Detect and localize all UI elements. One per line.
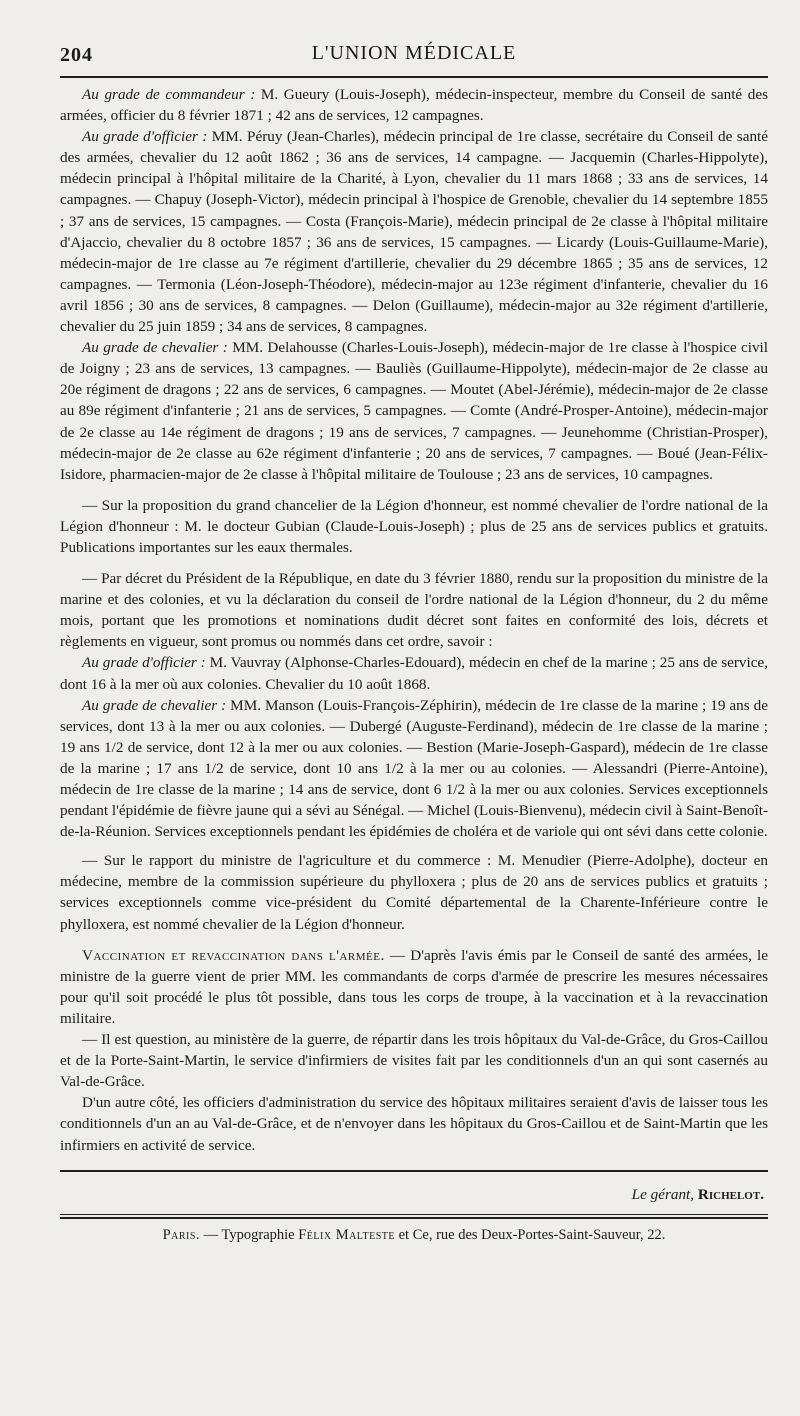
imprint-address: et Ce, rue des Deux-Portes-Saint-Sauveur, 22. [395,1226,666,1243]
paragraph-text: M. Vauvray (Alphonse-Charles-Edouard), médecin en chef de la marine ; 25 ans de service, dont 16 à la mer où aux colonies. Chevalier du 10 août 1868. [60,654,769,693]
printer-imprint [60,1227,768,1244]
signature [60,1186,768,1204]
paragraph-lead: Au grade d'officier : [82,128,208,146]
paragraph-chevalier [60,337,768,485]
paragraph-gubian [60,495,768,558]
page-number: 204 [60,44,93,66]
imprint-city: Paris. [162,1226,201,1243]
paragraph-decret [60,568,768,652]
paragraph-text: MM. Delahousse (Charles-Louis-Joseph), médecin-major de 1re classe à l'hospice civil de Joigny ; 23 ans de services, 13 campagnes. — Bauliès (Guillaume-Hippolyte), médecin-major de 2e classe au 20e régiment de dragons ; 22 ans de services, 6 campagnes. — Moutet (Abel-Jérémie), médecin-major de 2e classe au 89e régiment d'infanterie ; 21 ans de services, 5 campagnes. — Comte (André-Prosper-Antoine), médecin-major de 2e classe au 14e régiment de dragons ; 19 ans de services, 7 campagnes. — Jeunehomme (Christian-Prosper), médecin-major de 2e classe au 62e régiment d'infanterie ; 20 ans de services, 7 campagnes. — Boué (Jean-Félix-Isidore, pharmacien-major de 2e classe à l'hôpital militaire de Toulouse ; 23 ans de services, 10 campagnes. [60,339,768,483]
page-header [60,38,768,72]
running-title: L'UNION MÉDICALE [311,42,517,64]
document-page [60,38,768,1244]
paragraph-marine-chevalier [60,695,768,843]
footer-rule [60,1214,768,1215]
paragraph-text: MM. Péruy (Jean-Charles), médecin principal de 1re classe, secrétaire du Conseil de santé des armées, chevalier du 12 août 1862 ; 36 ans de services, 14 campagne. — Jacquemin (Charles-Hippolyte), médecin principal à l'hôpital militaire de la Charité, à Lyon, chevalier du 11 mars 1868 ; 33 ans de services, 14 campagnes. — Chapuy (Joseph-Victor), médecin principal à l'hospice de Grenoble, chevalier du 14 septembre 1855 ; 37 ans de services, 15 campagnes. — Costa (François-Marie), médecin principal de 2e classe à l'hôpital militaire d'Ajaccio, chevalier du 8 octobre 1857 ; 36 ans de services, 15 campagnes. — Licardy (Louis-Guillaume-Marie), médecin-major de 1re classe au 7e régiment d'artillerie, chevalier du 29 décembre 1865 ; 35 ans de services, 12 campagnes. — Termonia (Léon-Joseph-Théodore), médecin-major au 123e régiment d'infanterie, chevalier du 16 avril 1856 ; 30 ans de services, 8 campagnes. — Delon (Guillaume), médecin-major au 32e régiment d'artillerie, chevalier du 25 juin 1859 ; 34 ans de services, 8 campagnes. [60,128,768,336]
paragraph-text: — Sur la proposition du grand chancelier de la Légion d'honneur, est nommé chevalier de l'ordre national de la Légion d'honneur : M. le docteur Gubian (Claude-Louis-Joseph) ; plus de 25 ans de services publics et gratuits. Publications importantes sur les eaux thermales. [60,496,768,556]
paragraph-lead: Au grade de chevalier : [82,696,227,714]
signature-role: Le gérant, [631,1185,695,1203]
paragraph-text: — D'après l'avis émis par le Conseil de santé des armées, le ministre de la guerre vient de prier MM. les commandants de corps d'armée de prescrire les mesures nécessaires pour qu'il soit procédé le plus tôt possible, dans tous les corps de troupe, à la vaccination et à la revaccination militaire. [60,946,768,1027]
body-end-rule [60,1170,768,1172]
paragraph-commandeur [60,84,768,126]
paragraph-administration [60,1092,768,1155]
imprint-text: — Typographie [200,1226,299,1243]
header-rule [60,76,768,78]
footer-rule-thick [60,1217,768,1219]
paragraph-text: — Par décret du Président de la République, en date du 3 février 1880, rendu sur la proposition du ministre de la marine et des colonies, et vu la déclaration du conseil de l'ordre national de la Légion d'honneur, du 2 du même mois, portant que les promotions et nominations dudit décret sont faites en conformité des lois, décrets et règlements en vigueur, sont promus ou nommés dans cet ordre, savoir : [60,570,768,651]
signature-name: Richelot. [697,1185,764,1203]
paragraph-lead: Au grade d'officier : [82,654,206,672]
paragraph-text: — Il est question, au ministère de la guerre, de répartir dans les trois hôpitaux du Val-de-Grâce, du Gros-Caillou et de la Porte-Saint-Martin, le service d'infirmiers de visites fait par les conditionnels d'un an qui sont casernés au Val-de-Grâce. [60,1031,768,1091]
paragraph-marine-officier [60,652,768,694]
paragraph-vaccination [60,945,768,1029]
paragraph-text: — Sur le rapport du ministre de l'agriculture et du commerce : M. Menudier (Pierre-Adolphe), docteur en médecine, membre de la commission supérieure du phylloxera ; plus de 20 ans de services publics et gratuits ; services exceptionnels comme vice-président du Comité départemental de la Charente-Inférieure contre le phylloxera, est nommé chevalier de la Légion d'honneur. [60,852,768,933]
paragraph-text: M. Gueury (Louis-Joseph), médecin-inspecteur, membre du Conseil de santé des armées, officier du 8 février 1871 ; 42 ans de services, 12 campagnes. [60,86,768,125]
paragraph-infirmiers [60,1029,768,1092]
paragraph-lead: Au grade de chevalier : [82,339,228,357]
paragraph-lead: Au grade de commandeur : [82,86,256,103]
paragraph-text: D'un autre côté, les officiers d'administration du service des hôpitaux militaires seraient d'avis de laisser tous les conditionnels d'un an au Val-de-Grâce, et de n'envoyer dans les hôpitaux du Gros-Caillou et de Saint-Martin que les infirmiers en activité de service. [60,1094,768,1154]
article-body [60,84,768,1156]
paragraph-text: MM. Manson (Louis-François-Zéphirin), médecin de 1re classe de la marine ; 19 ans de services, dont 13 à la mer ou aux colonies. — Dubergé (Auguste-Ferdinand), médecin de 1re classe de la marine ; 19 ans 1/2 de service, dont 12 à la mer ou aux colonies. — Bestion (Marie-Joseph-Gaspard), médecin de 1re classe de la marine ; 17 ans 1/2 de service, dont 10 ans 1/2 à la mer ou au colonies. — Alessandri (Pierre-Antoine), médecin de 1re classe de la marine ; 14 ans de service, dont 6 1/2 à la mer ou aux colonies. Services exceptionnels pendant l'épidémie de fièvre jaune qui a sévi au Sénégal. — Michel (Louis-Bienvenu), médecin civil à Saint-Benoît-de-la-Réunion. Services exceptionnels pendant les épidémies de choléra et de variole qui ont sévi dans cette colonie. [60,696,768,841]
paragraph-menudier [60,850,768,934]
section-heading: Vaccination et revaccination dans l'armée. [82,946,385,964]
paragraph-officier [60,126,768,337]
imprint-printer: Félix Malteste [298,1226,395,1243]
